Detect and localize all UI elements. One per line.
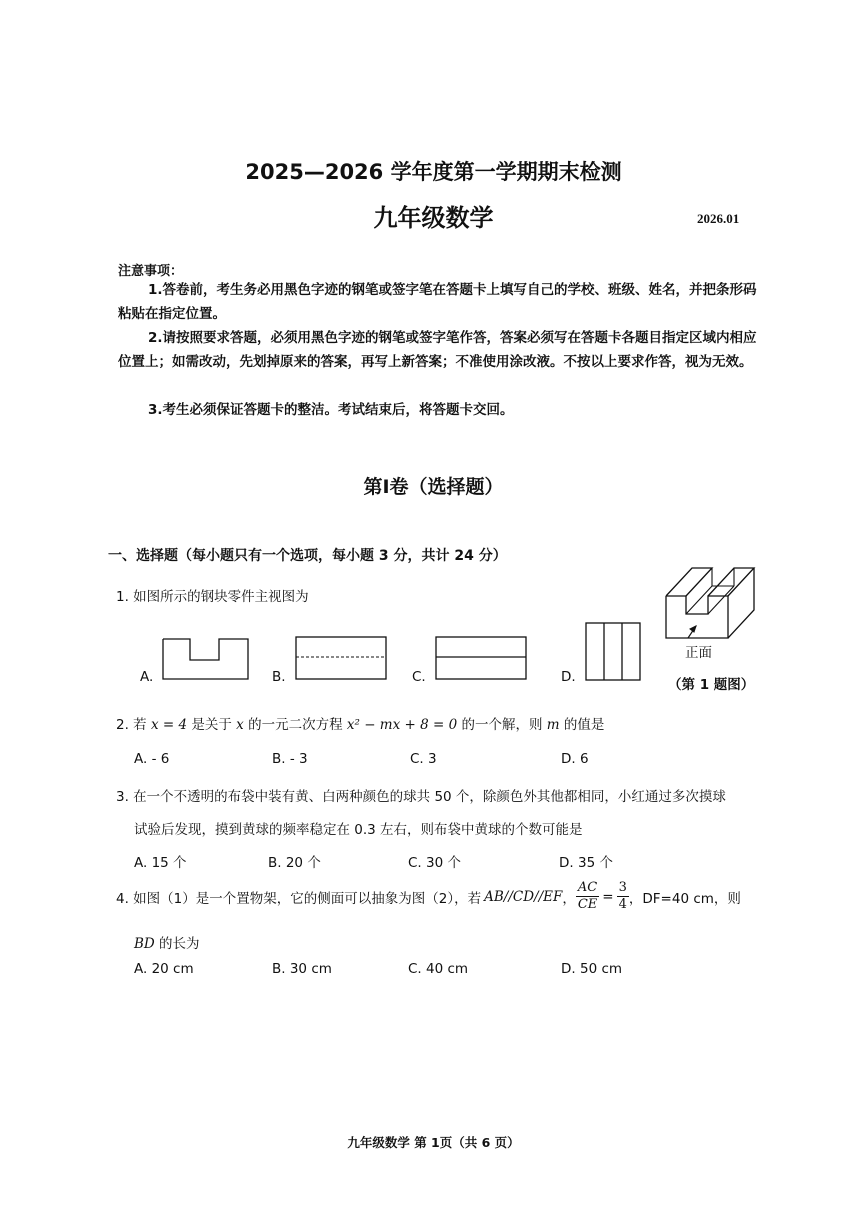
- q2-suffix: 的值是: [563, 717, 605, 733]
- q2-option-a: A. - 6: [134, 751, 170, 767]
- q1-option-d-figure: [585, 622, 642, 682]
- q1-option-a-figure: [162, 638, 250, 680]
- q4-prefix: 4. 如图（1）是一个置物架，它的侧面可以抽象为图（2），若: [116, 890, 482, 907]
- subject-title: 九年级数学: [373, 203, 494, 232]
- q1-option-b-figure: [295, 636, 388, 681]
- q4-option-b: B. 30 cm: [272, 961, 332, 977]
- question-3-line-1: 3. 在一个不透明的布袋中装有黄、白两种颜色的球共 50 个，除颜色外其他都相同，小红通过多次摸球: [116, 789, 726, 805]
- q2-mid1: 是关于: [191, 717, 232, 733]
- q4-frac1-denominator: CE: [577, 897, 598, 912]
- q4-frac1-numerator: AC: [577, 880, 598, 895]
- question-2-text: [116, 713, 604, 733]
- question-4-line-1: [116, 880, 741, 913]
- question-3-line-2: 试验后发现，摸到黄球的频率稳定在 0.3 左右，则布袋中黄球的个数可能是: [134, 822, 583, 838]
- question-4-line-2: [134, 932, 200, 952]
- page-footer: 九年级数学 第 1页（共 6 页）: [347, 1135, 520, 1150]
- notice-item-3: 3.考生必须保证答题卡的整洁。考试结束后，将答题卡交回。: [148, 402, 514, 418]
- q4-frac2-numerator: 3: [618, 880, 627, 895]
- exam-date: 2026.01: [697, 211, 740, 226]
- q2-eq-x: x = 4: [150, 717, 188, 733]
- q4-frac2-denominator: 4: [618, 897, 627, 912]
- q2-option-c: C. 3: [410, 751, 437, 767]
- q3-option-c: C. 30 个: [408, 855, 461, 871]
- q3-option-d: D. 35 个: [559, 855, 613, 871]
- section-title: 第Ⅰ卷（选择题）: [363, 476, 504, 498]
- q1-option-d-label: D.: [561, 669, 576, 685]
- notice-item-2: 2.请按照要求答题，必须用黑色字迹的钢笔或签字笔作答，答案必须写在答题卡各题目指定区域内相应位置上；如需改动，先划掉原来的答案，再写上新答案；不准使用涂改液。不按以上要求作答，视为无效。: [118, 330, 757, 370]
- exam-title: 2025—2026 学年度第一学期期末检测: [245, 160, 622, 184]
- q1-front-label: 正面: [685, 645, 712, 661]
- q4-parallel: AB//CD//EF: [484, 888, 563, 905]
- notice-heading: 注意事项：: [118, 264, 184, 279]
- q4-option-a: A. 20 cm: [134, 961, 194, 977]
- q1-option-c-label: C.: [412, 669, 426, 685]
- q4-equals: =: [602, 888, 614, 905]
- q2-mid2: 的一元二次方程: [248, 717, 343, 733]
- q4-line-2-text: 的长为: [154, 936, 200, 952]
- q3-option-b: B. 20 个: [268, 855, 321, 871]
- q1-option-c-figure: [435, 636, 528, 681]
- q2-equation: x² − mx + 8 = 0: [346, 717, 458, 733]
- part-title: 一、选择题（每小题只有一个选项，每小题 3 分，共计 24 分）: [108, 548, 507, 564]
- question-1-text: 1. 如图所示的钢块零件主视图为: [116, 589, 309, 605]
- q2-option-d: D. 6: [561, 751, 589, 767]
- q1-steel-block-figure: [662, 562, 780, 642]
- q3-option-a: A. 15 个: [134, 855, 187, 871]
- q2-mid3: 的一个解，则: [461, 717, 543, 733]
- q1-option-a-label: A.: [140, 669, 154, 685]
- q2-var-m: m: [546, 717, 560, 733]
- q2-option-b: B. - 3: [272, 751, 308, 767]
- q1-figure-caption: （第 1 题图）: [668, 677, 755, 693]
- q4-option-c: C. 40 cm: [408, 961, 469, 977]
- q2-prefix: 2. 若: [116, 717, 147, 733]
- q4-fraction-3-4: [617, 880, 629, 913]
- q2-var-x: x: [236, 717, 244, 733]
- q4-comma: ，: [562, 890, 576, 907]
- notice-item-1: 1.答卷前，考生务必用黑色字迹的钢笔或签字笔在答题卡上填写自己的学校、班级、姓名，并把条形码粘贴在指定位置。: [118, 282, 757, 322]
- q4-fraction-ac-ce: [576, 880, 599, 913]
- q4-option-d: D. 50 cm: [561, 961, 623, 977]
- q4-bd: BD: [134, 936, 155, 952]
- q4-df-length: ，DF=40 cm，则: [628, 890, 741, 907]
- q1-option-b-label: B.: [272, 669, 286, 685]
